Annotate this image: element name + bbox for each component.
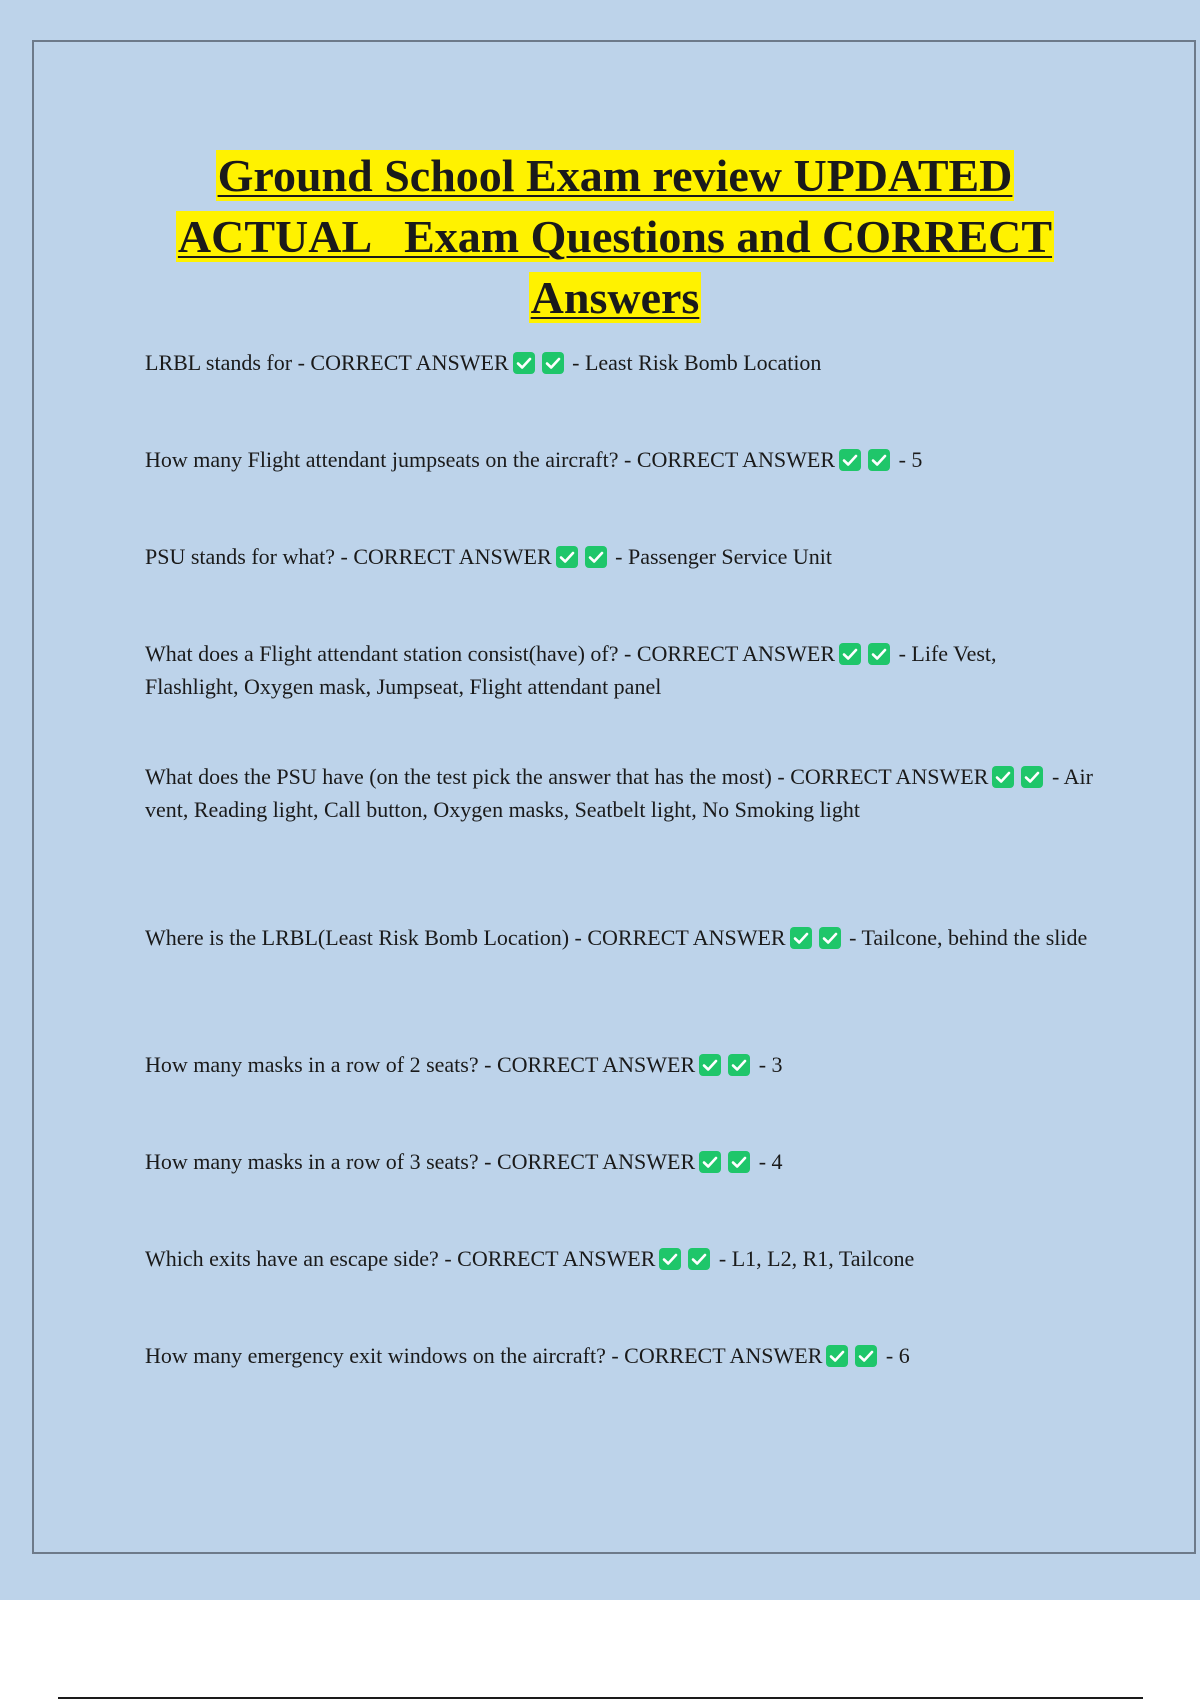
check-box-icon [790, 927, 812, 949]
separator: - [893, 447, 912, 472]
separator: - [753, 1052, 772, 1077]
answer-label: CORRECT ANSWER [353, 544, 552, 569]
check-box-icon [839, 643, 861, 665]
answer-label: CORRECT ANSWER [790, 764, 989, 789]
footer-divider [58, 1697, 1143, 1699]
answer-label: CORRECT ANSWER [310, 350, 509, 375]
separator: - [478, 1149, 497, 1174]
separator: - [843, 925, 862, 950]
answer-text: 5 [911, 447, 923, 472]
answer-label: CORRECT ANSWER [624, 1343, 823, 1368]
check-box-icon [819, 927, 841, 949]
check-box-icon [688, 1248, 710, 1270]
question-text: How many masks in a row of 3 seats? [145, 1149, 479, 1174]
answer-text: Life Vest, Flashlight, Oxygen mask, Jumpseat, Flight attendant panel [145, 641, 997, 699]
check-box-icon [542, 352, 564, 374]
separator: - [292, 350, 311, 375]
separator: - [880, 1343, 899, 1368]
separator: - [605, 1343, 625, 1368]
separator: - [893, 641, 912, 666]
separator: - [438, 1246, 458, 1271]
answer-text: Least Risk Bomb Location [584, 350, 822, 375]
answer-text: 4 [771, 1149, 783, 1174]
check-box-icon [728, 1151, 750, 1173]
check-box-icon [855, 1345, 877, 1367]
answer-label: CORRECT ANSWER [636, 447, 836, 472]
separator: - [753, 1149, 772, 1174]
separator: - [569, 925, 588, 950]
title-line-2: ACTUAL Exam Questions and CORRECT [177, 211, 1053, 262]
check-box-icon [868, 449, 890, 471]
check-box-icon [699, 1151, 721, 1173]
check-box-icon [699, 1054, 721, 1076]
answer-text: 6 [898, 1343, 910, 1368]
qa-item [145, 637, 1095, 703]
answer-label: CORRECT ANSWER [496, 1052, 696, 1077]
title-line-1: Ground School Exam review UPDATED [217, 150, 1013, 201]
check-box-icon [585, 546, 607, 568]
question-text: How many emergency exit windows on the aircraft? [145, 1343, 606, 1368]
qa-item [145, 540, 1095, 573]
qa-item [145, 760, 1095, 826]
answer-text: L1, L2, R1, Tailcone [731, 1246, 915, 1271]
title-line-3: Answers [530, 272, 700, 323]
answer-label: CORRECT ANSWER [587, 925, 786, 950]
separator: - [335, 544, 354, 569]
separator: - [478, 1052, 497, 1077]
check-box-icon [728, 1054, 750, 1076]
answer-text: Tailcone, behind the slide [861, 925, 1088, 950]
check-box-icon [839, 449, 861, 471]
qa-item [145, 1339, 1095, 1372]
answer-text: 3 [771, 1052, 783, 1077]
check-box-icon [868, 643, 890, 665]
separator: - [618, 641, 637, 666]
separator: - [609, 544, 628, 569]
separator: - [618, 447, 637, 472]
answer-text: Passenger Service Unit [627, 544, 833, 569]
check-box-icon [556, 546, 578, 568]
document-title [140, 145, 1090, 328]
qa-item [145, 443, 1095, 476]
separator: - [771, 764, 791, 789]
separator: - [1046, 764, 1064, 789]
answer-label: CORRECT ANSWER [636, 641, 836, 666]
qa-item [145, 1242, 1095, 1275]
qa-item [145, 921, 1095, 954]
separator: - [713, 1246, 732, 1271]
check-box-icon [992, 766, 1014, 788]
question-text: PSU stands for what? [145, 544, 336, 569]
question-text: How many Flight attendant jumpseats on the aircraft? [145, 447, 619, 472]
question-text: Where is the LRBL(Least Risk Bomb Location) [145, 925, 570, 950]
qa-item [145, 346, 1095, 379]
answer-text: Air vent, Reading light, Call button, Oxygen masks, Seatbelt light, No Smoking light [145, 764, 1093, 822]
answer-label: CORRECT ANSWER [457, 1246, 656, 1271]
check-box-icon [513, 352, 535, 374]
check-box-icon [826, 1345, 848, 1367]
check-box-icon [659, 1248, 681, 1270]
question-text: What does a Flight attendant station consist(have) of? [145, 641, 619, 666]
question-text: Which exits have an escape side? [145, 1246, 439, 1271]
separator: - [566, 350, 585, 375]
qa-item [145, 1048, 1095, 1081]
check-box-icon [1021, 766, 1043, 788]
question-text: LRBL stands for [145, 350, 293, 375]
question-text: What does the PSU have (on the test pick the answer that has the most) [145, 764, 772, 789]
question-text: How many masks in a row of 2 seats? [145, 1052, 479, 1077]
qa-item [145, 1145, 1095, 1178]
answer-label: CORRECT ANSWER [496, 1149, 696, 1174]
